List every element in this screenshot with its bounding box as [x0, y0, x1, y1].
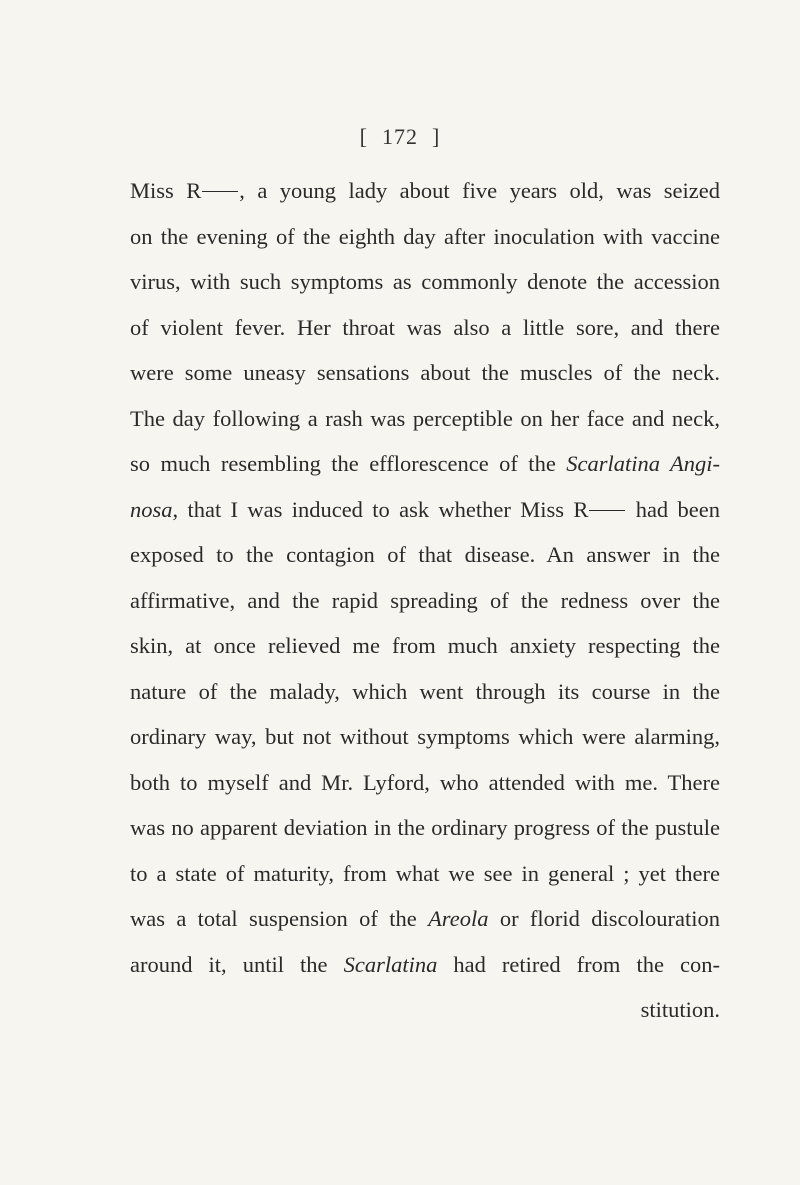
italic-term: nosa: [130, 496, 173, 522]
text-line: on the evening of the eighth day after inoculation with vaccine: [130, 223, 720, 249]
text-line: to a state of maturity, from what we see in general ; yet there: [130, 860, 720, 886]
italic-term: Scarlatina Angi-: [566, 451, 721, 476]
text-line: ordinary way, but not without symptoms which were alarming,: [130, 724, 720, 749]
text-line: affirmative, and the rapid spreading of the redness over the: [130, 587, 720, 613]
text-line: of violent fever. Her throat was also a little sore, and there: [130, 314, 720, 340]
text-line: were some uneasy sensations about the muscles of the neck.: [130, 360, 720, 385]
text-line: exposed to the contagion of that disease. An answer in the: [130, 542, 720, 567]
text-line: around it, until the Scarlatina had retired from the con-: [130, 951, 720, 977]
text-line: both to myself and Mr. Lyford, who attended with me. There: [130, 769, 720, 795]
text-line: The day following a rash was perceptible on her face and neck,: [130, 405, 720, 431]
page-number-open-bracket: [: [359, 124, 368, 149]
text-line: nosa, that I was induced to ask whether Miss R had been: [130, 496, 720, 522]
page-number: [0, 124, 800, 150]
text-line: stitution.: [640, 997, 720, 1022]
body-paragraph: [130, 168, 720, 1033]
italic-term: Areola: [428, 906, 489, 931]
text-line: virus, with such symptoms as commonly denote the accession: [130, 269, 720, 294]
page-number-close-bracket: ]: [432, 124, 441, 149]
text-line: skin, at once relieved me from much anxiety respecting the: [130, 633, 720, 658]
text-line: nature of the malady, which went through its course in the: [130, 678, 720, 704]
name-dash: [589, 510, 625, 511]
text-line: Miss R , a young lady about five years old, was seized: [130, 178, 721, 203]
italic-term: Scarlatina: [343, 951, 438, 977]
text-line: so much resembling the efflorescence of the Scarlatina Angi-: [130, 451, 721, 476]
text-line: was a total suspension of the Areola or florid discolouration: [130, 906, 720, 931]
text-line: was no apparent deviation in the ordinary progress of the pustule: [130, 815, 720, 840]
page-number-value: 172: [382, 124, 418, 149]
name-dash: [202, 191, 238, 192]
